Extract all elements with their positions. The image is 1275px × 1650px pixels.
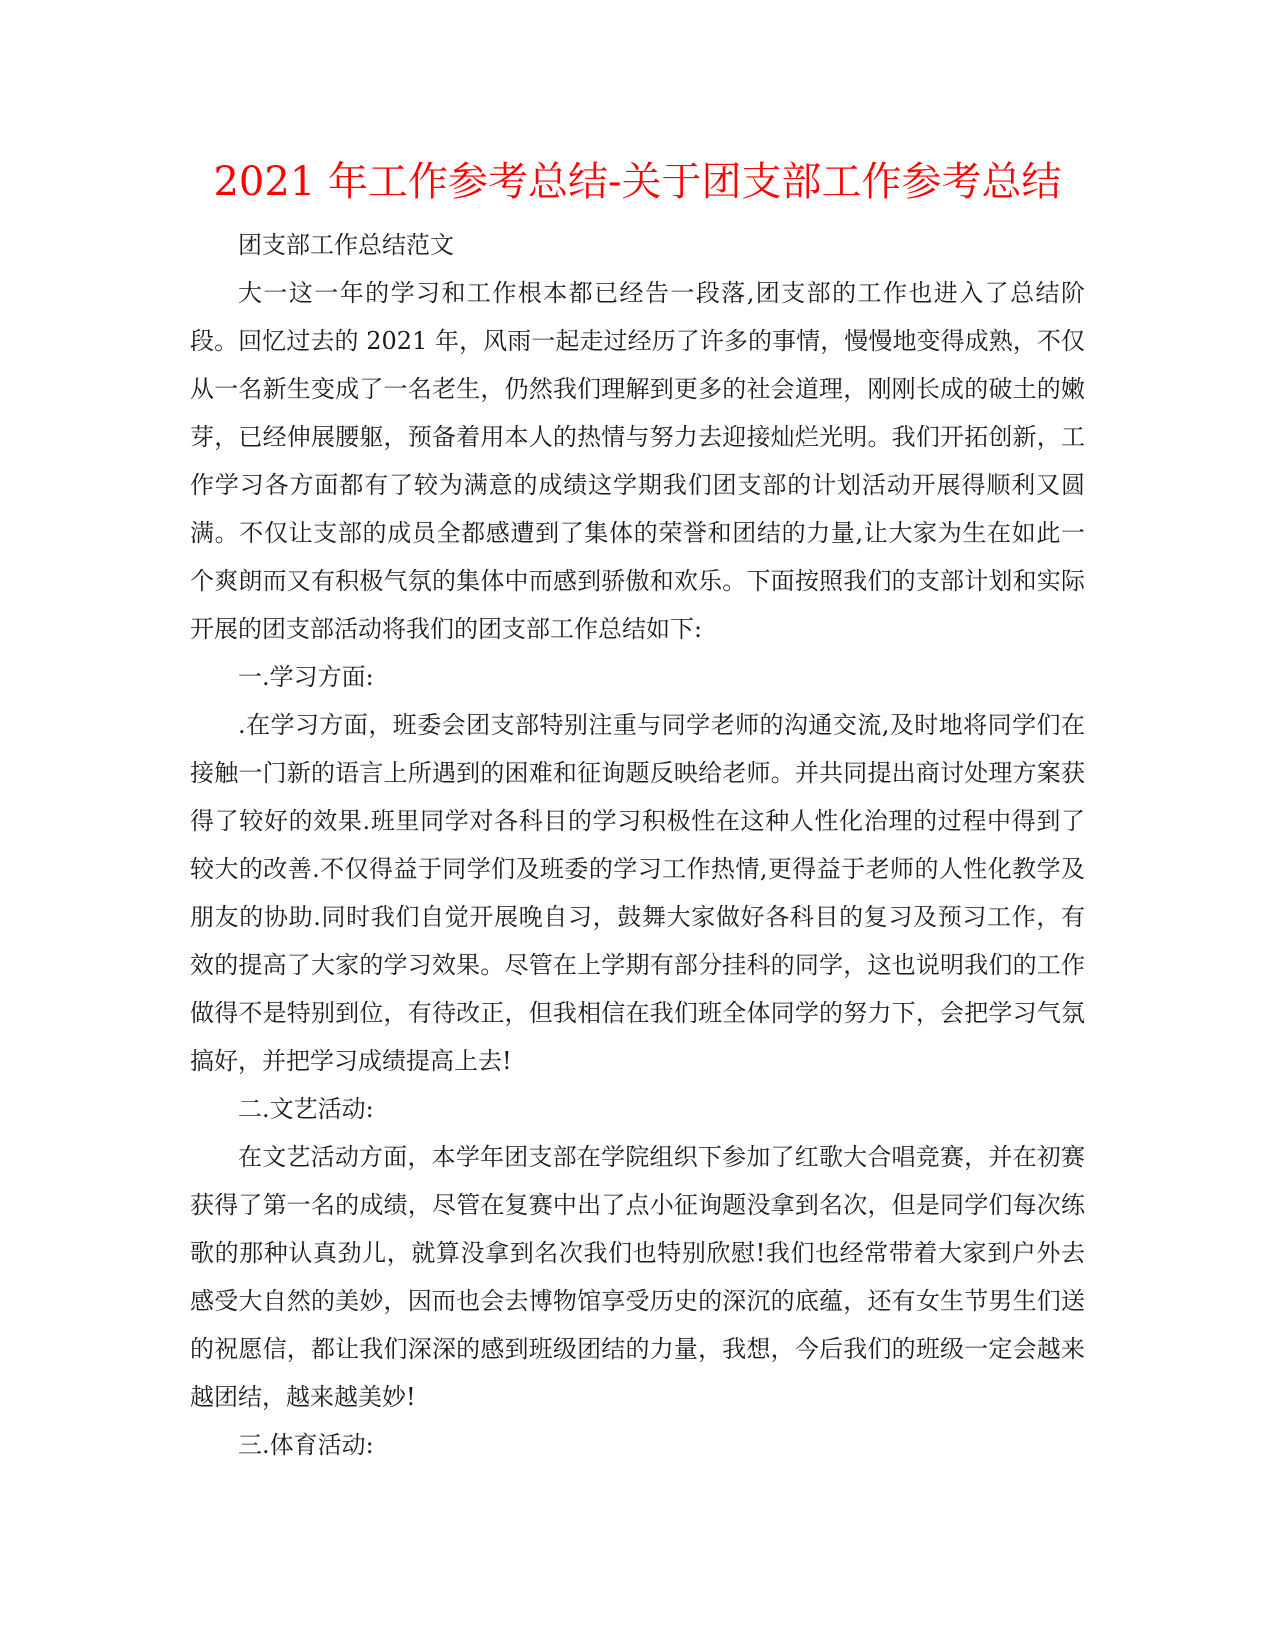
paragraph-subtitle: 团支部工作总结范文: [238, 231, 454, 259]
heading-study: 一.学习方面:: [238, 663, 374, 691]
paragraph-arts: 在文艺活动方面，本学年团支部在学院组织下参加了红歌大合唱竞赛，并在初赛获得了第一名的成绩，尽管在复赛中出了点小征询题没拿到名次，但是同学们每次练歌的那种认真劲儿，就算没拿到名次我们也特别欣慰!我们也经常带着大家到户外去感受大自然的美妙，因而也会去博物馆享受历史的深沉的底蕴，还有女生节男生们送的祝愿信，都让我们深深的感到班级团结的力量，我想，今后我们的班级一定会越来越团结，越来越美妙!: [190, 1143, 1085, 1411]
paragraph-study: .在学习方面，班委会团支部特别注重与同学老师的沟通交流,及时地将同学们在接触一门新的语言上所遇到的困难和征询题反映给老师。并共同提出商讨处理方案获得了较好的效果.班里同学对各科目的学习积极性在这种人性化治理的过程中得到了较大的改善.不仅得益于同学们及班委的学习工作热情,更得益于老师的人性化教学及朋友的协助.同时我们自觉开展晚自习，鼓舞大家做好各科目的复习及预习工作，有效的提高了大家的学习效果。尽管在上学期有部分挂科的同学，这也说明我们的工作做得不是特别到位，有待改正，但我相信在我们班全体同学的努力下，会把学习气氛搞好，并把学习成绩提高上去!: [190, 711, 1085, 1075]
paragraph-intro: 大一这一年的学习和工作根本都已经告一段落,团支部的工作也进入了总结阶段。回忆过去的 2021 年，风雨一起走过经历了许多的事情，慢慢地变得成熟，不仅从一名新生变成了一名老生，仍然我们理解到更多的社会道理，刚刚长成的破土的嫩芽，已经伸展腰躯，预备着用本人的热情与努力去迎接灿烂光明。我们开拓创新，工作学习各方面都有了较为满意的成绩这学期我们团支部的计划活动开展得顺利又圆满。不仅让支部的成员全都感遭到了集体的荣誉和团结的力量,让大家为生在如此一个爽朗而又有积极气氛的集体中而感到骄傲和欢乐。下面按照我们的支部计划和实际开展的团支部活动将我们的团支部工作总结如下:: [190, 279, 1085, 643]
document-title: 2021 年工作参考总结-关于团支部工作参考总结: [213, 159, 1062, 205]
heading-sports: 三.体育活动:: [238, 1431, 374, 1459]
document-body: [190, 221, 1085, 1469]
heading-arts: 二.文艺活动:: [238, 1095, 374, 1123]
